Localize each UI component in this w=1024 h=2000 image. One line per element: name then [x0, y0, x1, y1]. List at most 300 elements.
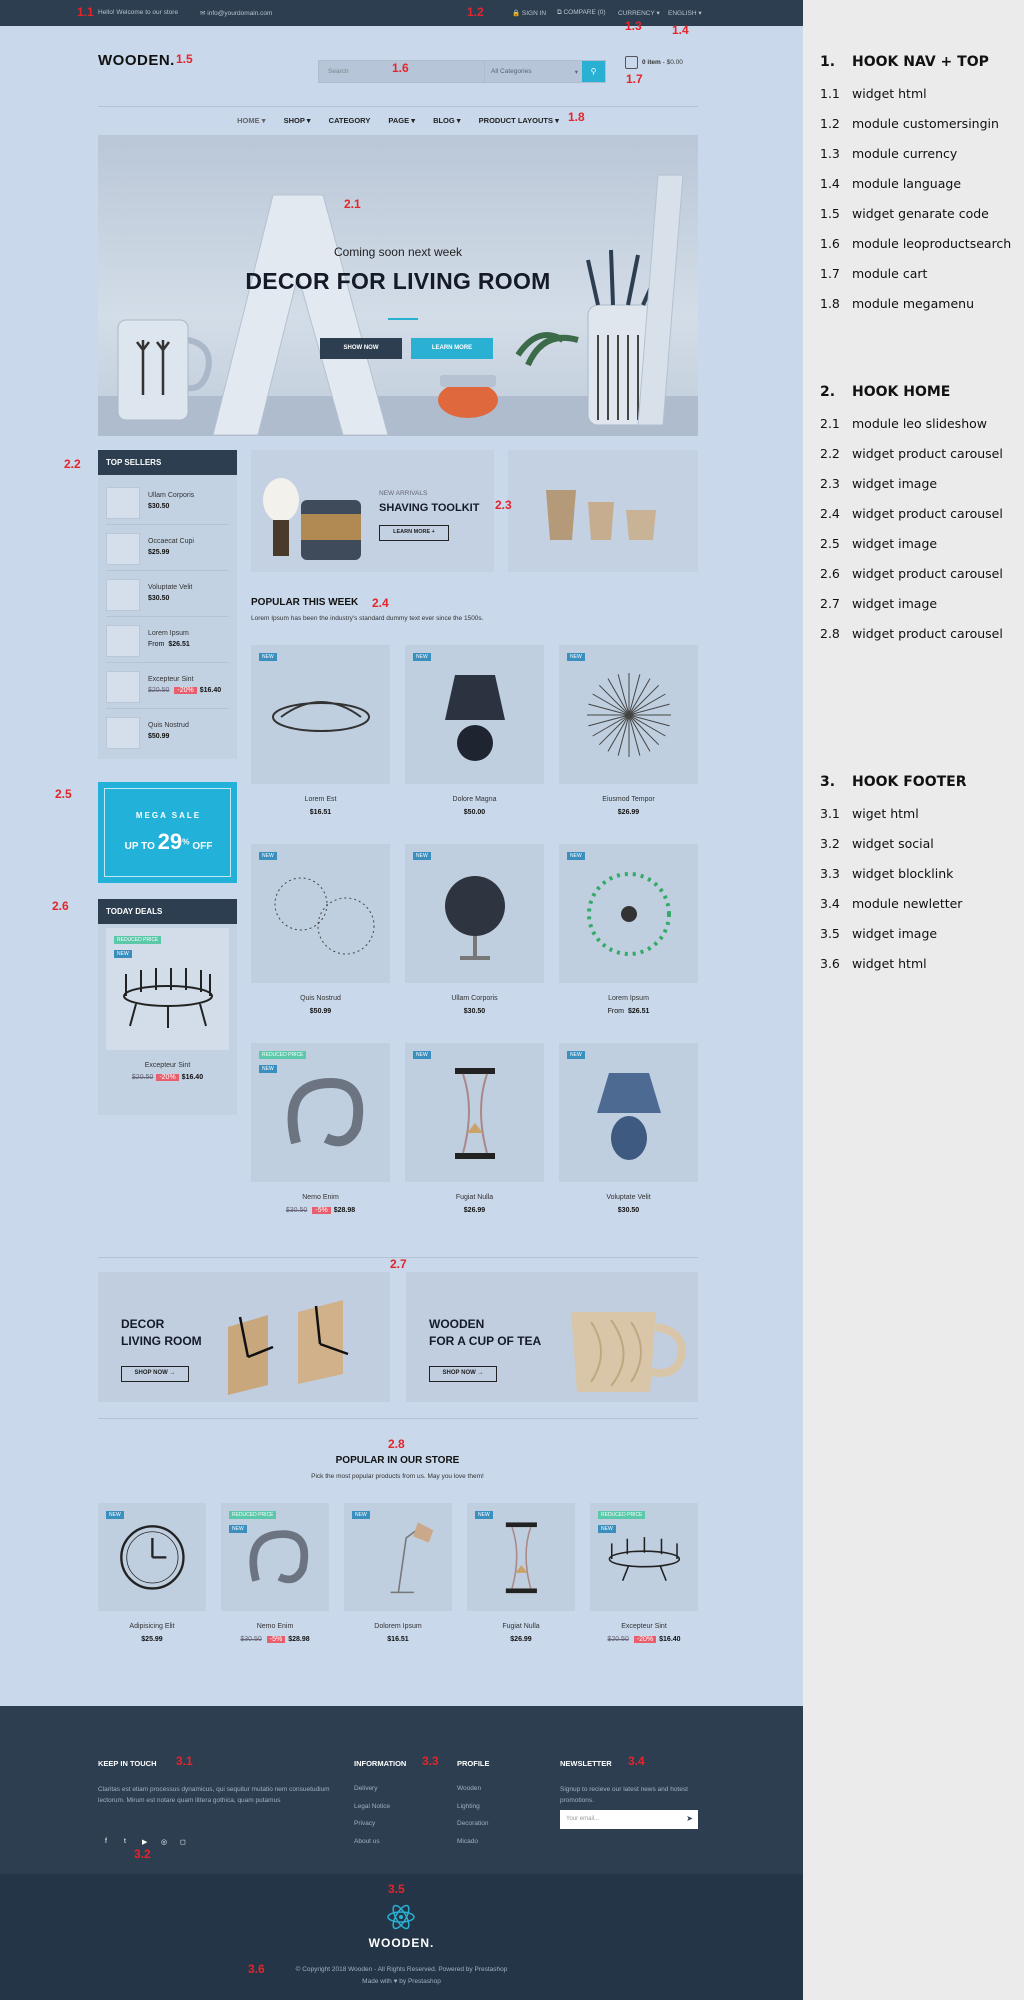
- profile-links: [457, 1780, 488, 1850]
- shaving-kicker: NEW ARRIVALS: [379, 490, 428, 497]
- product-thumbnail: [106, 717, 140, 749]
- product-card[interactable]: [559, 844, 698, 1015]
- legend-item-label: widget image: [852, 476, 938, 491]
- old-price: $30.50: [285, 1207, 308, 1214]
- price: $30.50: [148, 503, 170, 510]
- legend-item-number: 1.2: [820, 116, 840, 131]
- menu-item-shop[interactable]: SHOP ▾: [283, 116, 311, 125]
- divider: [98, 1418, 698, 1419]
- footer-link-legal-notice[interactable]: Legal Notice: [354, 1802, 391, 1810]
- profile-title: PROFILE: [457, 1759, 490, 1768]
- top-seller-item[interactable]: [106, 709, 229, 755]
- decor-banner-title: [121, 1316, 202, 1350]
- footer-link-about-us[interactable]: About us: [354, 1837, 380, 1845]
- legend-item: [820, 146, 957, 161]
- show-now-button[interactable]: SHOW NOW: [320, 338, 402, 359]
- information-title: INFORMATION: [354, 1759, 407, 1768]
- product-card[interactable]: [98, 1503, 206, 1643]
- legend-group-label: HOOK FOOTER: [852, 774, 967, 790]
- marker-2-3: 2.3: [495, 498, 512, 512]
- pinterest-icon[interactable]: ◎: [161, 1839, 168, 1846]
- legend-item-label: module customersingin: [852, 116, 999, 131]
- legend-item-label: widget html: [852, 86, 927, 101]
- product-thumbnail: [106, 671, 140, 703]
- marker-1-6: 1.6: [392, 61, 409, 75]
- product-name: Dolore Magna: [452, 796, 497, 803]
- legend-item: [820, 506, 1003, 521]
- mega-sale-percent: %: [182, 836, 190, 847]
- product-card[interactable]: [251, 1043, 390, 1214]
- product-name: Excepteur Sint: [621, 1623, 667, 1630]
- legend-item: [820, 116, 999, 131]
- product-name: Occaecat Cupi: [148, 538, 194, 545]
- email-text: info@yourdomain.com: [207, 10, 273, 17]
- keep-in-touch-text: Claritas est etiam processus dynamicus, qui sequitur mutatio nem consuetudium lectorum. Mirum est notare quam littera gothica, quam putamus: [98, 1786, 330, 1804]
- price: $30.50: [463, 1008, 486, 1015]
- product-image: [559, 1043, 698, 1182]
- tea-banner-title: [429, 1316, 541, 1350]
- new-badge: NEW: [413, 1051, 431, 1059]
- price: $28.98: [333, 1207, 356, 1214]
- top-sellers-panel: [98, 450, 237, 759]
- product-image: [559, 844, 698, 983]
- footer-logo[interactable]: WOODEN.: [368, 1936, 435, 1950]
- product-price: [251, 1008, 390, 1015]
- product-price: [559, 809, 698, 816]
- tea-banner-line2: FOR A CUP OF TEA: [429, 1334, 542, 1348]
- old-price: $20.50: [131, 1074, 154, 1081]
- legend-item: [820, 536, 937, 551]
- product-name: Voluptate Velit: [148, 584, 193, 591]
- hero-slideshow[interactable]: [98, 135, 698, 436]
- compare-link[interactable]: ⧉ COMPARE (0): [557, 9, 606, 16]
- main-menu: [98, 116, 698, 125]
- legend-item-label: widget social: [852, 836, 934, 851]
- popular-week-subtitle: Lorem Ipsum has been the industry's standard dummy text ever since the 1500s.: [251, 615, 484, 622]
- instagram-icon[interactable]: ◻: [180, 1839, 186, 1846]
- legend-item-number: 2.5: [820, 536, 840, 551]
- product-price: [344, 1636, 452, 1643]
- shaving-title: SHAVING TOOLKIT: [379, 502, 480, 514]
- product-image: [467, 1503, 575, 1611]
- legend-item-label: module cart: [852, 266, 928, 281]
- cart-button[interactable]: [625, 56, 683, 69]
- product-price: [405, 809, 544, 816]
- price: $30.50: [148, 595, 170, 602]
- top-sellers-title: TOP SELLERS: [98, 450, 237, 475]
- product-card[interactable]: [405, 1043, 544, 1214]
- product-price: [148, 549, 169, 556]
- new-badge: NEW: [567, 653, 585, 661]
- mega-sale-value: 29: [157, 829, 183, 854]
- newsletter-form: [560, 1810, 698, 1829]
- copyright-text: © Copyright 2018 Wooden - All Rights Reserved. Powered by Prestashop: [295, 1966, 508, 1973]
- legend-item: [820, 806, 919, 821]
- compare-text: COMPARE (0): [563, 9, 606, 16]
- discount-badge: -5%: [312, 1207, 330, 1214]
- legend-item-label: widget html: [852, 956, 927, 971]
- top-sellers-list: [98, 475, 237, 759]
- legend-item-label: widget genarate code: [852, 206, 989, 221]
- marker-2-5: 2.5: [55, 787, 72, 801]
- hero-title: DECOR FOR LIVING ROOM: [245, 268, 551, 294]
- welcome-text: Hello! Welcome to our store: [98, 9, 179, 16]
- legend-item-label: module megamenu: [852, 296, 974, 311]
- price: $26.99: [463, 1207, 486, 1214]
- product-card[interactable]: [559, 645, 698, 816]
- price: $16.51: [309, 809, 332, 816]
- legend-group-label: HOOK HOME: [852, 384, 951, 400]
- marker-2-4: 2.4: [372, 596, 389, 610]
- made-with-text: Made with ♥ by Prestashop: [362, 1978, 441, 1985]
- legend-item-number: 1.8: [820, 296, 840, 311]
- legend-item-label: module leoproductsearch: [852, 236, 1012, 251]
- newsletter-text: Signup to recieve our latest news and hotest promotions.: [560, 1786, 688, 1804]
- decor-shop-now-button[interactable]: SHOP NOW →: [121, 1366, 189, 1382]
- search-bar: [318, 60, 606, 83]
- marker-3-6: 3.6: [248, 1962, 265, 1976]
- mega-sale-offer: [105, 829, 232, 855]
- legend-item: [820, 476, 937, 491]
- learn-more-button[interactable]: LEARN MORE: [411, 338, 493, 359]
- price-from-label: From: [148, 641, 165, 648]
- legend-item-number: 1.4: [820, 176, 840, 191]
- product-thumbnail: [106, 487, 140, 519]
- price: $28.98: [288, 1636, 310, 1643]
- product-thumbnail: [106, 625, 140, 657]
- product-card[interactable]: [405, 645, 544, 816]
- legend-item: [820, 236, 1011, 251]
- mega-sale-frame: [104, 788, 231, 877]
- legend-item-label: widget product carousel: [852, 506, 1003, 521]
- legend-group-number: 2.: [820, 384, 836, 400]
- legend-group-label: HOOK NAV + TOP: [852, 54, 989, 70]
- product-card[interactable]: [344, 1503, 452, 1643]
- new-badge: NEW: [114, 950, 132, 958]
- old-price: $20.50: [607, 1636, 629, 1643]
- product-name: Nemo Enim: [256, 1623, 294, 1630]
- reduced-price-badge: REDUCED PRICE: [229, 1511, 276, 1519]
- deal-product-name: Excepteur Sint: [144, 1062, 191, 1069]
- information-links: [354, 1780, 390, 1850]
- search-icon: ⚲: [590, 67, 597, 76]
- legend-item-label: widget image: [852, 596, 938, 611]
- legend-item-number: 2.6: [820, 566, 840, 581]
- reduced-price-badge: REDUCED PRICE: [114, 936, 161, 944]
- legend-item-label: module currency: [852, 146, 958, 161]
- deal-product-price: [98, 1074, 237, 1081]
- product-name: Fugiat Nulla: [502, 1623, 540, 1630]
- legend-group-title: [820, 54, 989, 70]
- sign-in-text: SIGN IN: [521, 10, 547, 17]
- legend-item: [820, 296, 974, 311]
- legend-item-label: module language: [852, 176, 962, 191]
- price: $26.51: [168, 641, 190, 648]
- price: $16.51: [387, 1636, 409, 1643]
- marker-2-2: 2.2: [64, 457, 81, 471]
- top-seller-item[interactable]: [106, 571, 229, 617]
- product-card[interactable]: [251, 844, 390, 1015]
- product-card[interactable]: [221, 1503, 329, 1643]
- today-deals-title: TODAY DEALS: [98, 899, 237, 924]
- product-name: Fugiat Nulla: [455, 1194, 494, 1201]
- legend-item-number: 3.3: [820, 866, 840, 881]
- mega-sale-suffix: OFF: [192, 841, 213, 852]
- new-badge: NEW: [229, 1525, 247, 1533]
- product-card[interactable]: [251, 645, 390, 816]
- menu-item-blog[interactable]: BLOG ▾: [433, 116, 461, 125]
- divider: [98, 106, 698, 107]
- marker-2-8: 2.8: [388, 1437, 405, 1451]
- legend-item-number: 2.3: [820, 476, 840, 491]
- mega-sale-prefix: UP TO: [124, 841, 155, 852]
- new-badge: NEW: [259, 653, 277, 661]
- product-image: [98, 1503, 206, 1611]
- shaving-learn-more-button[interactable]: LEARN MORE +: [379, 525, 449, 541]
- legend-item-number: 2.4: [820, 506, 840, 521]
- product-price: [251, 1207, 390, 1214]
- hero-subtitle: Coming soon next week: [333, 245, 463, 259]
- atom-logo-icon: [386, 1902, 416, 1932]
- cart-total: - $0.00: [662, 59, 683, 67]
- shaving-toolkit-banner[interactable]: [251, 450, 494, 572]
- price: $50.00: [463, 809, 486, 816]
- legend-item-label: widget product carousel: [852, 446, 1003, 461]
- footer-link-privacy[interactable]: Privacy: [354, 1820, 376, 1827]
- price: $50.99: [148, 733, 170, 740]
- price-from-label: From: [607, 1008, 624, 1015]
- legend-group-title: [820, 384, 950, 400]
- footer-link-delivery[interactable]: Delivery: [354, 1785, 378, 1792]
- top-seller-item[interactable]: [106, 663, 229, 709]
- new-badge: NEW: [598, 1525, 616, 1533]
- product-name: Excepteur Sint: [148, 676, 194, 683]
- marker-1-3: 1.3: [625, 19, 642, 33]
- reduced-price-badge: REDUCED PRICE: [598, 1511, 645, 1519]
- store-logo[interactable]: WOODEN.: [98, 52, 175, 69]
- product-name: Quis Nostrud: [300, 995, 341, 1002]
- legend-item-number: 1.7: [820, 266, 840, 281]
- footer-link-decoration[interactable]: Decoration: [457, 1820, 489, 1827]
- product-price: [251, 809, 390, 816]
- new-badge: NEW: [352, 1511, 370, 1519]
- discount-badge: -20%: [156, 1074, 178, 1081]
- product-image: [590, 1503, 698, 1611]
- legend-item: [820, 836, 934, 851]
- marker-1-7: 1.7: [626, 72, 643, 86]
- new-badge: NEW: [475, 1511, 493, 1519]
- legend-group-title: [820, 774, 967, 790]
- top-seller-item[interactable]: [106, 525, 229, 571]
- new-badge: NEW: [567, 852, 585, 860]
- product-name: Ullam Corporis: [148, 492, 195, 499]
- legend-item-label: widget product carousel: [852, 626, 1003, 641]
- product-image: [405, 1043, 544, 1182]
- legend-item: [820, 266, 927, 281]
- hero-divider: [388, 318, 418, 320]
- new-badge: NEW: [413, 653, 431, 661]
- product-price: [405, 1008, 544, 1015]
- product-image: [405, 645, 544, 784]
- legend-item-number: 2.7: [820, 596, 840, 611]
- legend-item: [820, 416, 987, 431]
- legend-item-number: 3.1: [820, 806, 840, 821]
- footer-main: [0, 1706, 803, 1874]
- product-card[interactable]: [405, 844, 544, 1015]
- tea-banner[interactable]: [406, 1272, 698, 1402]
- price: $30.50: [617, 1207, 640, 1214]
- email-link[interactable]: ✉ info@yourdomain.com: [200, 10, 273, 17]
- price: $26.51: [627, 1008, 650, 1015]
- marker-1-4: 1.4: [672, 23, 689, 37]
- product-name: Adipisicing Elit: [129, 1623, 175, 1630]
- top-seller-item[interactable]: [106, 617, 229, 663]
- currency-dropdown[interactable]: CURRENCY ▾: [618, 10, 660, 17]
- product-price: [405, 1207, 544, 1214]
- sign-in-link[interactable]: 🔒 SIGN IN: [512, 10, 547, 17]
- cups-banner[interactable]: [508, 450, 698, 572]
- send-icon[interactable]: ➤: [686, 1814, 693, 1823]
- search-button[interactable]: [582, 61, 605, 82]
- footer-link-lighting[interactable]: Lighting: [457, 1802, 480, 1810]
- legend-item-number: 2.2: [820, 446, 840, 461]
- product-price: [148, 641, 190, 648]
- popular-store-title: POPULAR IN OUR STORE: [335, 1455, 460, 1466]
- discount-badge: -20%: [174, 687, 196, 694]
- price: $26.99: [510, 1636, 532, 1643]
- discount-badge: -20%: [634, 1636, 656, 1643]
- product-image: [251, 844, 390, 983]
- marker-1-5: 1.5: [176, 52, 193, 66]
- product-card[interactable]: [467, 1503, 575, 1643]
- product-card[interactable]: [590, 1503, 698, 1643]
- legend-item: [820, 956, 927, 971]
- candelabra-illustration: [106, 928, 229, 1050]
- product-name: Nemo Enim: [302, 1194, 339, 1201]
- product-thumbnail: [106, 579, 140, 611]
- marker-3-2: 3.2: [134, 1847, 151, 1861]
- marker-3-1: 3.1: [176, 1754, 193, 1768]
- category-select-value: All Categories: [491, 68, 532, 75]
- product-price: [148, 733, 169, 740]
- chevron-down-icon: ▾: [574, 69, 578, 76]
- product-price: [590, 1636, 698, 1643]
- price: $25.99: [148, 549, 170, 556]
- top-seller-item[interactable]: [106, 479, 229, 525]
- marker-1-8: 1.8: [568, 110, 585, 124]
- marker-1-2: 1.2: [467, 5, 484, 19]
- legend-item-number: 1.5: [820, 206, 840, 221]
- price: $16.40: [181, 1074, 204, 1081]
- new-badge: NEW: [259, 1065, 277, 1073]
- legend-item-number: 1.3: [820, 146, 840, 161]
- twitter-icon[interactable]: t: [124, 1838, 126, 1845]
- deal-product[interactable]: [98, 928, 237, 1144]
- product-thumbnail: [106, 533, 140, 565]
- legend-item: [820, 206, 989, 221]
- marker-2-1: 2.1: [344, 197, 361, 211]
- price: $26.99: [617, 809, 640, 816]
- decor-banner-line2: LIVING ROOM: [121, 1334, 202, 1348]
- search-input[interactable]: Search: [328, 68, 349, 75]
- old-price: $20.50: [148, 687, 170, 694]
- decor-banner-line1: DECOR: [121, 1317, 165, 1331]
- tea-banner-line1: WOODEN: [429, 1317, 485, 1331]
- popular-store-subtitle: Pick the most popular products from us. May you love them!: [311, 1473, 484, 1480]
- menu-item-page[interactable]: PAGE ▾: [388, 116, 415, 125]
- legend-item-number: 3.6: [820, 956, 840, 971]
- product-name: Dolorem Ipsum: [374, 1623, 422, 1630]
- marker-3-5: 3.5: [388, 1882, 405, 1896]
- legend-group-number: 3.: [820, 774, 836, 790]
- legend-item-label: widget image: [852, 536, 938, 551]
- menu-item-home[interactable]: HOME ▾: [237, 116, 266, 125]
- newsletter-email-input[interactable]: Your email...: [566, 1816, 600, 1822]
- marker-2-7: 2.7: [390, 1257, 407, 1271]
- facebook-icon[interactable]: f: [105, 1838, 107, 1845]
- new-badge: NEW: [259, 852, 277, 860]
- category-select[interactable]: [484, 61, 584, 82]
- product-image: [251, 1043, 390, 1182]
- price: $16.40: [199, 687, 222, 694]
- product-image: [405, 844, 544, 983]
- mega-sale-banner[interactable]: [98, 782, 237, 883]
- cups-illustration: [508, 450, 698, 572]
- product-image: [251, 645, 390, 784]
- product-price: [467, 1636, 575, 1643]
- language-dropdown[interactable]: ENGLISH ▾: [668, 10, 702, 17]
- product-name: Voluptate Velit: [606, 1194, 651, 1201]
- legend-item-label: module leo slideshow: [852, 416, 987, 431]
- product-price: [559, 1207, 698, 1214]
- legend-item-number: 1.1: [820, 86, 840, 101]
- legend-item: [820, 926, 937, 941]
- legend-item-number: 3.4: [820, 896, 840, 911]
- footer-link-micado[interactable]: Micado: [457, 1837, 478, 1845]
- product-name: Lorem Ipsum: [608, 995, 649, 1002]
- reduced-price-badge: REDUCED PRICE: [259, 1051, 306, 1059]
- today-deals-panel: [98, 899, 237, 1115]
- cart-icon: [625, 56, 638, 69]
- decor-banner[interactable]: [98, 1272, 390, 1402]
- footer-link-wooden[interactable]: Wooden: [457, 1785, 482, 1792]
- mega-sale-title: MEGA SALE: [135, 811, 202, 820]
- new-badge: NEW: [413, 852, 431, 860]
- legend-item-number: 3.2: [820, 836, 840, 851]
- product-price: [221, 1636, 329, 1643]
- legend-item: [820, 446, 1003, 461]
- legend-item-number: 3.5: [820, 926, 840, 941]
- legend-item-number: 2.1: [820, 416, 840, 431]
- product-name: Quis Nostrud: [148, 722, 189, 729]
- discount-badge: -5%: [267, 1636, 285, 1643]
- legend-item: [820, 176, 961, 191]
- product-card[interactable]: [559, 1043, 698, 1214]
- marker-3-4: 3.4: [628, 1754, 645, 1768]
- youtube-icon[interactable]: ▶: [142, 1839, 148, 1846]
- product-price: [148, 595, 169, 602]
- legend-item: [820, 866, 953, 881]
- product-name: Lorem Est: [304, 796, 337, 803]
- newsletter-title: NEWSLETTER: [560, 1759, 612, 1768]
- product-price: [148, 687, 221, 694]
- tea-shop-now-button[interactable]: SHOP NOW →: [429, 1366, 497, 1382]
- menu-item-product-layouts[interactable]: PRODUCT LAYOUTS ▾: [478, 116, 559, 125]
- legend-item: [820, 626, 1003, 641]
- menu-item-category[interactable]: CATEGORY: [328, 116, 371, 125]
- legend-item-label: module newletter: [852, 896, 963, 911]
- marker-3-3: 3.3: [422, 1754, 439, 1768]
